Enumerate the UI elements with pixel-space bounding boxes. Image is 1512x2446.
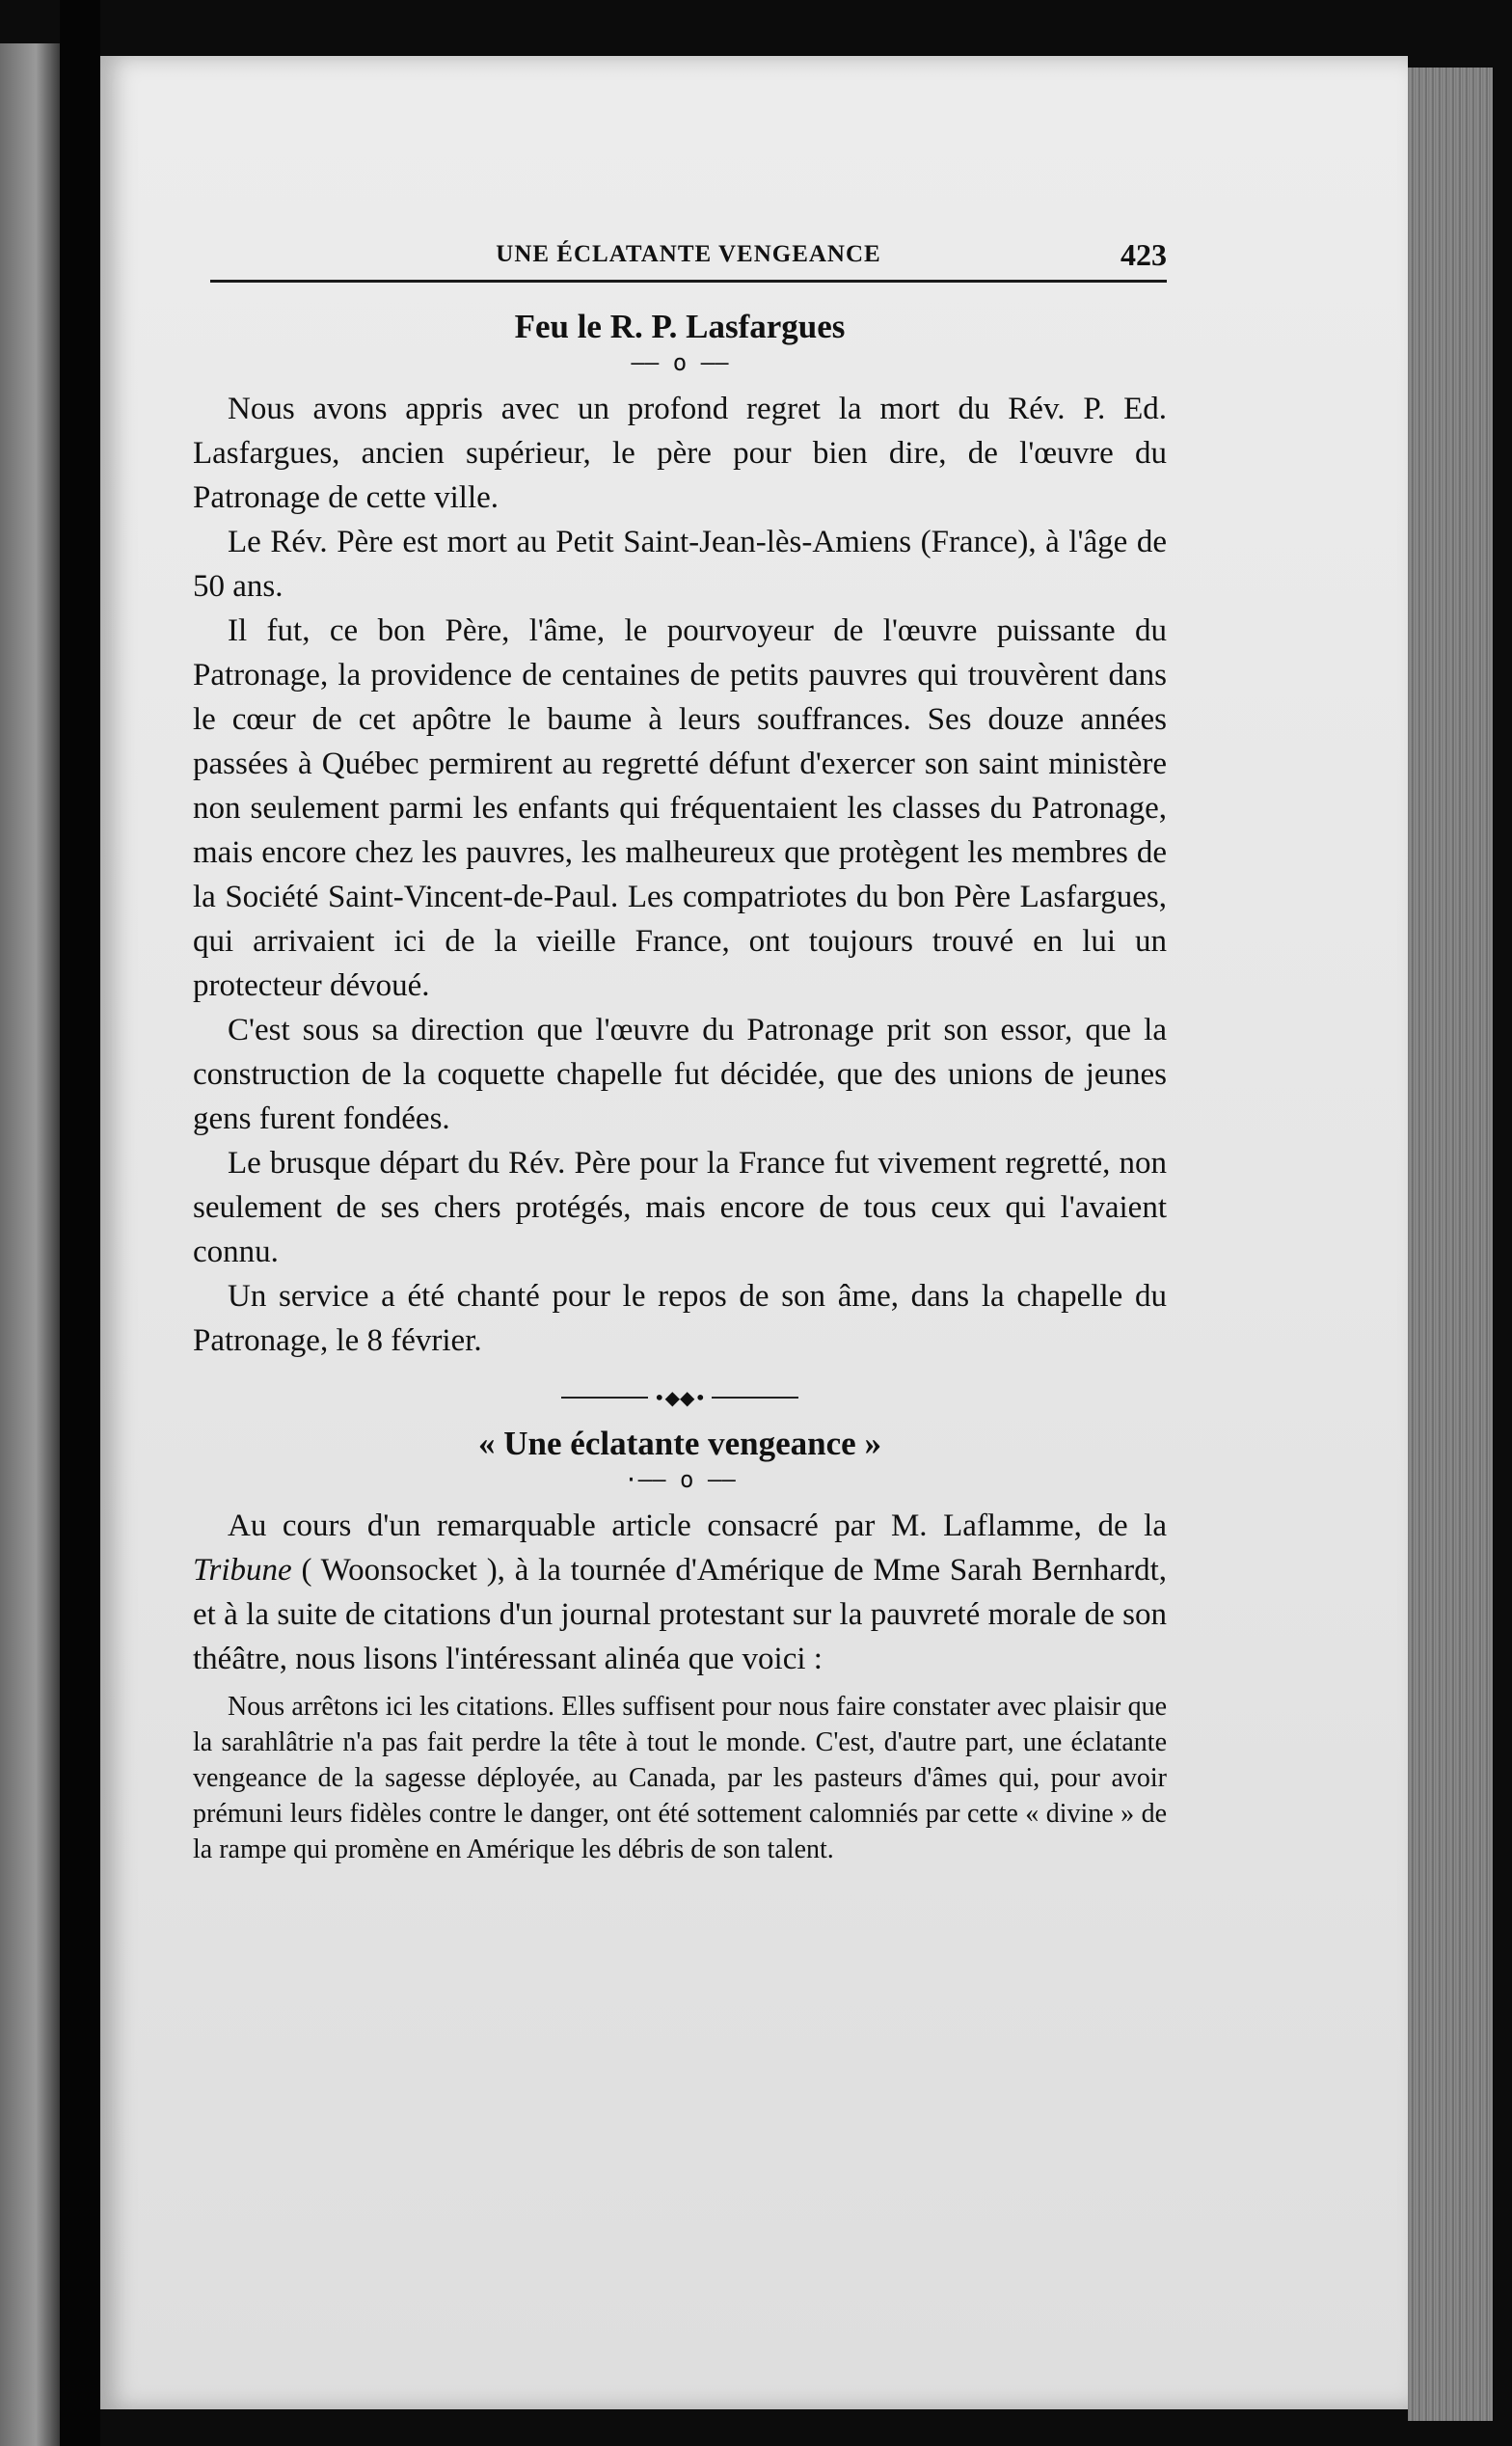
article-vengeance — [193, 1425, 1167, 1867]
article-title: « Une éclatante vengeance » — [478, 1425, 881, 1462]
page-block-edges — [1408, 68, 1493, 2421]
intro-text-start: Au cours d'un remarquable article consacré par M. Laflamme, de la — [228, 1508, 1167, 1543]
paragraph: Un service a été chanté pour le repos de son âme, dans la chapelle du Patronage, le 8 février. — [193, 1279, 1167, 1358]
page-number: 423 — [1120, 237, 1167, 272]
paragraph: Le brusque départ du Rév. Père pour la France fut vivement regretté, non seulement de ses chers protégés, mais encore de tous ceux qui l'avaient connu. — [193, 1146, 1167, 1269]
paragraph: Nous avons appris avec un profond regret la mort du Rév. P. Ed. Lasfargues, ancien supérieur, le père pour bien dire, de l'œuvre du Patronage de cette ville. — [193, 392, 1167, 515]
article-title: Feu le R. P. Lasfargues — [514, 308, 846, 345]
title-ornament: ·—— o —— — [624, 1466, 736, 1493]
running-header — [210, 231, 1167, 283]
article-lasfargues — [193, 308, 1167, 1363]
section-divider — [193, 1388, 1167, 1407]
publication-name: Tribune — [193, 1553, 292, 1588]
paragraph: Il fut, ce bon Père, l'âme, le pourvoyeur de l'œuvre puissante du Patronage, la providence de centaines de petits pauvres qui trouvèrent dans le cœur de cet apôtre le baume à leurs souffrances. Ses douze années passées à Québec permirent au regretté défunt d'exercer son saint ministère non seulement parmi les enfants qui fréquentaient les classes du Patronage, mais encore chez les pauvres, les malheureux que protègent les membres de la Société Saint-Vincent-de-Paul. Les compatriotes du bon Père Lasfargues, qui arrivaient ici de la vieille France, ont toujours trouvé en lui un protecteur dévoué. — [193, 613, 1167, 1003]
paragraph: Le Rév. Père est mort au Petit Saint-Jean-lès-Amiens (France), à l'âge de 50 ans. — [193, 525, 1167, 604]
divider-rule-left — [561, 1397, 648, 1399]
divider-rule-right — [712, 1397, 798, 1399]
title-ornament: —— o —— — [631, 349, 729, 376]
book-gutter — [60, 0, 100, 2446]
divider-ornament-icon: •◆◆• — [653, 1386, 707, 1409]
facing-page-edge — [0, 43, 60, 2446]
quoted-paragraph: Nous arrêtons ici les citations. Elles suffisent pour nous faire constater avec plaisir que la sarahlâtrie n'a pas fait perdre la tête à tout le monde. C'est, d'autre part, une éclatante vengeance de la sagesse déployée, au Canada, par les pasteurs d'âmes qui, pour avoir prémuni leurs fidèles contre le danger, ont été sottement calomniés par cette « divine » de la rampe qui promène en Amérique les débris de son talent. — [193, 1692, 1167, 1864]
page-content — [193, 231, 1167, 1867]
intro-paragraph — [193, 1504, 1167, 1681]
running-title: UNE ÉCLATANTE VENGEANCE — [496, 241, 881, 267]
paragraph: C'est sous sa direction que l'œuvre du Patronage prit son essor, que la construction de la coquette chapelle fut décidée, que des unions de jeunes gens furent fondées. — [193, 1013, 1167, 1136]
intro-text-end: ( Woonsocket ), à la tournée d'Amérique de Mme Sarah Bernhardt, et à la suite de citations d'un journal protestant sur la pauvreté morale de son théâtre, nous lisons l'intéressant alinéa que voici : — [193, 1553, 1167, 1676]
